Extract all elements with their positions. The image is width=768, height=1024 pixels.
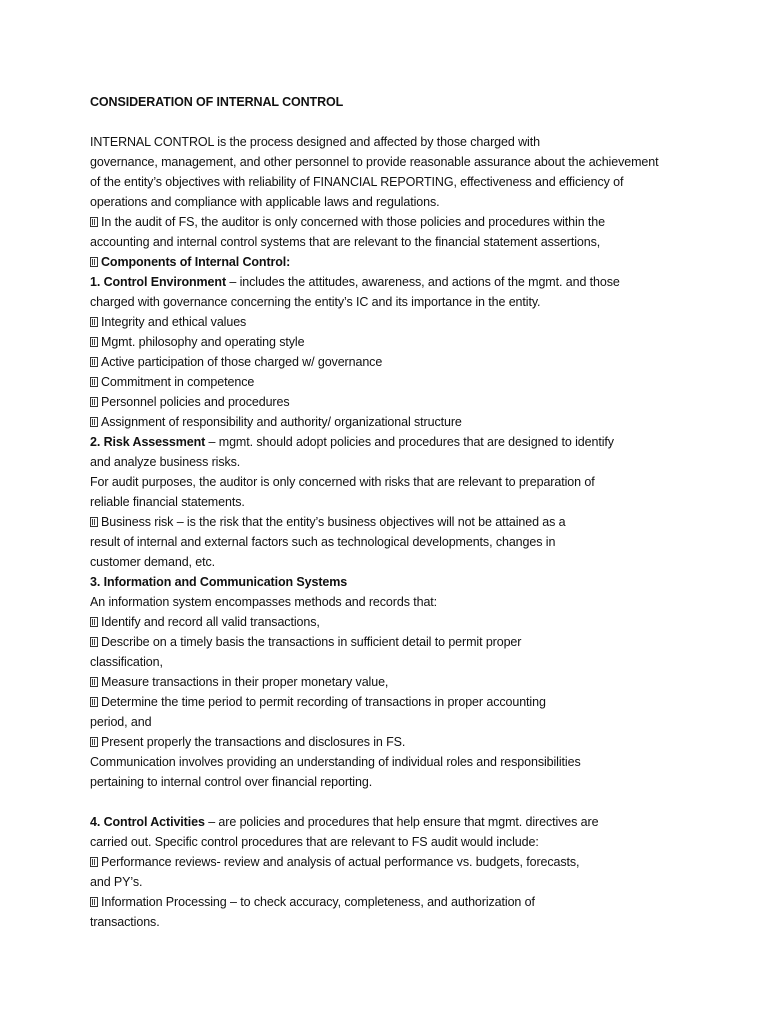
bullet-line: Commitment in competence — [90, 372, 730, 392]
bullet-line: In the audit of FS, the auditor is only concerned with those policies and procedures within the — [90, 212, 730, 232]
bullet-line: Active participation of those charged w/ governance — [90, 352, 730, 372]
bullet-icon — [90, 357, 98, 367]
intro-lead: INTERNAL CONTROL — [90, 135, 214, 149]
text-line: and analyze business risks. — [90, 455, 241, 469]
bullet-icon — [90, 217, 98, 227]
section-heading-line: 2. Risk Assessment – mgmt. should adopt policies and procedures that are designed to identify — [90, 435, 614, 449]
section-heading: 2. Risk Assessment — [90, 435, 206, 449]
bullet-line: Information Processing – to check accuracy, completeness, and authorization of — [90, 892, 730, 912]
spacer — [90, 792, 730, 812]
bullet-line: Identify and record all valid transactions, — [90, 612, 730, 632]
bullet-line — [90, 252, 730, 272]
text-line: An information system encompasses methods and records that: — [90, 595, 438, 609]
intro-line — [90, 132, 730, 152]
bullet-line: Integrity and ethical values — [90, 312, 730, 332]
section-heading-line: 1. Control Environment – includes the attitudes, awareness, and actions of the mgmt. and those — [90, 275, 620, 289]
text-line: pertaining to internal control over financial reporting. — [90, 775, 373, 789]
bullet-icon — [90, 897, 98, 907]
text-line: result of internal and external factors such as technological developments, changes in — [90, 535, 556, 549]
bullet-icon — [90, 257, 98, 267]
bullet-icon — [90, 317, 98, 327]
bullet-icon — [90, 617, 98, 627]
section-heading-line: 4. Control Activities – are policies and procedures that help ensure that mgmt. directives are — [90, 815, 599, 829]
bullet-icon — [90, 737, 98, 747]
bullet-icon — [90, 857, 98, 867]
bullet-icon — [90, 637, 98, 647]
bullet-icon — [90, 417, 98, 427]
bullet-icon — [90, 377, 98, 387]
bullet-icon — [90, 517, 98, 527]
bullet-icon — [90, 677, 98, 687]
section-heading: 4. Control Activities — [90, 815, 205, 829]
spacer — [90, 112, 730, 132]
text-line: Communication involves providing an understanding of individual roles and responsibilities — [90, 755, 581, 769]
bullet-line: Describe on a timely basis the transactions in sufficient detail to permit proper — [90, 632, 730, 652]
bullet-line: Present properly the transactions and disclosures in FS. — [90, 732, 730, 752]
text-line: classification, — [90, 655, 163, 669]
document-page — [90, 92, 730, 932]
section-heading: 3. Information and Communication Systems — [90, 575, 348, 589]
bullet-line: Assignment of responsibility and authority/ organizational structure — [90, 412, 730, 432]
document-title: CONSIDERATION OF INTERNAL CONTROL — [90, 95, 344, 109]
text-line: and PY’s. — [90, 875, 143, 889]
bullet-icon — [90, 397, 98, 407]
section-heading: 1. Control Environment — [90, 275, 227, 289]
bullet-line: Personnel policies and procedures — [90, 392, 730, 412]
text-line: transactions. — [90, 915, 160, 929]
text-line: accounting and internal control systems that are relevant to the financial statement assertions, — [90, 235, 601, 249]
intro-line: of the entity’s objectives with reliability of FINANCIAL REPORTING, effectiveness and efficiency of — [90, 175, 624, 189]
bullet-line: Determine the time period to permit recording of transactions in proper accounting — [90, 692, 730, 712]
text-line: carried out. Specific control procedures that are relevant to FS audit would include: — [90, 835, 539, 849]
intro-line: governance, management, and other personnel to provide reasonable assurance about the achievement — [90, 155, 659, 169]
intro-line: operations and compliance with applicable laws and regulations. — [90, 195, 440, 209]
text-line: customer demand, etc. — [90, 555, 216, 569]
text-line: For audit purposes, the auditor is only concerned with risks that are relevant to preparation of — [90, 475, 595, 489]
bullet-icon — [90, 337, 98, 347]
bullet-line: Business risk – is the risk that the entity’s business objectives will not be attained as a — [90, 512, 730, 532]
text-line: charged with governance concerning the entity’s IC and its importance in the entity. — [90, 295, 541, 309]
bullet-line: Measure transactions in their proper monetary value, — [90, 672, 730, 692]
components-heading: Components of Internal Control: — [101, 255, 291, 269]
bullet-line: Mgmt. philosophy and operating style — [90, 332, 730, 352]
bullet-icon — [90, 697, 98, 707]
text-line: reliable financial statements. — [90, 495, 245, 509]
intro-text: is the process designed and affected by those charged with — [213, 135, 540, 149]
bullet-line: Performance reviews- review and analysis of actual performance vs. budgets, forecasts, — [90, 852, 730, 872]
text-line: period, and — [90, 715, 152, 729]
